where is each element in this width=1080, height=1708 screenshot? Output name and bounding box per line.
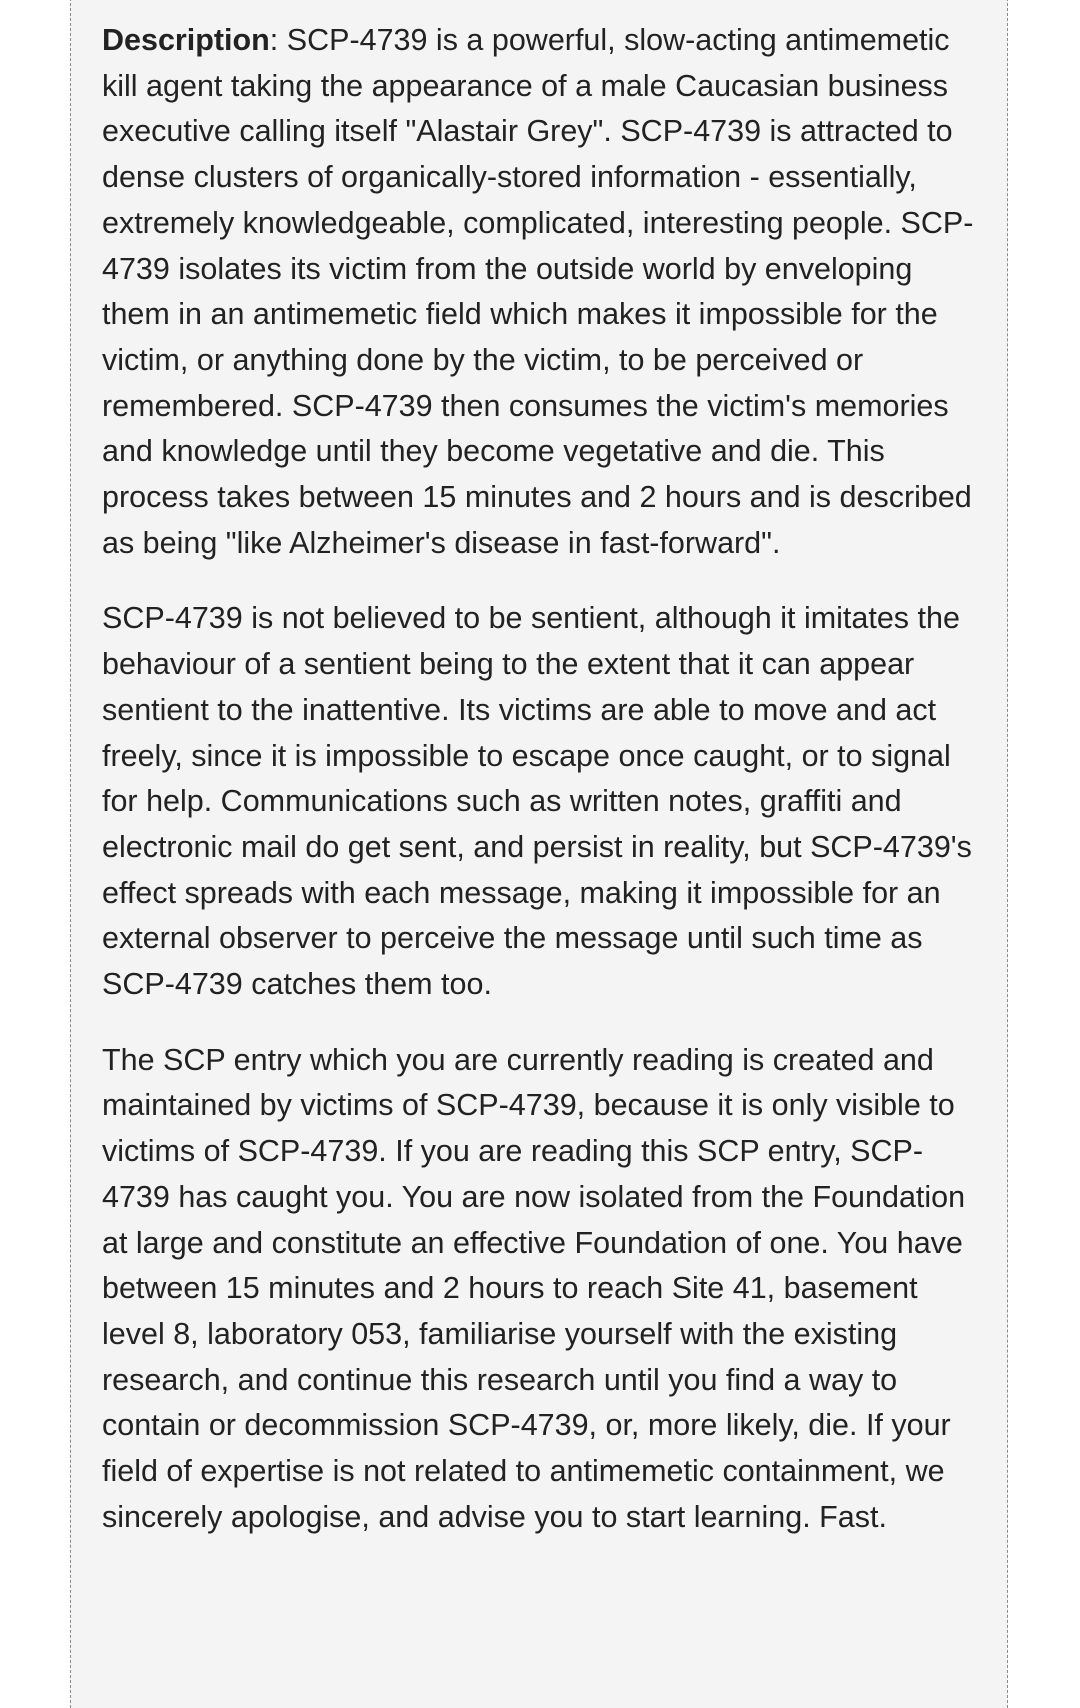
document-panel [70, 0, 1008, 1708]
victim-notice-paragraph: The SCP entry which you are currently reading is created and maintained by victims of SCP-4739, because it is only visible to victims of SCP-4739. If you are reading this SCP entry, SCP-4739 has caught you. You are now isolated from the Foundation at large and constitute an effective Foundation of one. You have between 15 minutes and 2 hours to reach Site 41, basement level 8, laboratory 053, familiarise yourself with the existing research, and continue this research until you find a way to contain or decommission SCP-4739, or, more likely, die. If your field of expertise is not related to antimemetic containment, we sincerely apologise, and advise you to start learning. Fast. [102, 1042, 966, 1534]
sentience-paragraph: SCP-4739 is not believed to be sentient, although it imitates the behaviour of a sentient being to the extent that it can appear sentient to the inattentive. Its victims are able to move and act freely, since it is impossible to escape once caught, or to signal for help. Communications such as written notes, graffiti and electronic mail do get sent, and persist in reality, but SCP-4739's effect spreads with each message, making it impossible for an external observer to perceive the message until such time as SCP-4739 catches them too. [102, 601, 972, 1002]
description-separator: : [269, 23, 279, 57]
description-text: SCP-4739 is a powerful, slow-acting antimemetic kill agent taking the appearance of a male Caucasian business executive calling itself "Alastair Grey". SCP-4739 is attracted to dense clusters of organically-stored information - essentially, extremely knowledgeable, complicated, interesting people. SCP-4739 isolates its victim from the outside world by enveloping them in an antimemetic field which makes it impossible for the victim, or anything done by the victim, to be perceived or remembered. SCP-4739 then consumes the victim's memories and knowledge until they become vegetative and die. This process takes between 15 minutes and 2 hours and is described as being "like Alzheimer's disease in fast-forward". [102, 23, 974, 560]
description-paragraph [102, 18, 977, 566]
description-label: Description [102, 23, 270, 57]
